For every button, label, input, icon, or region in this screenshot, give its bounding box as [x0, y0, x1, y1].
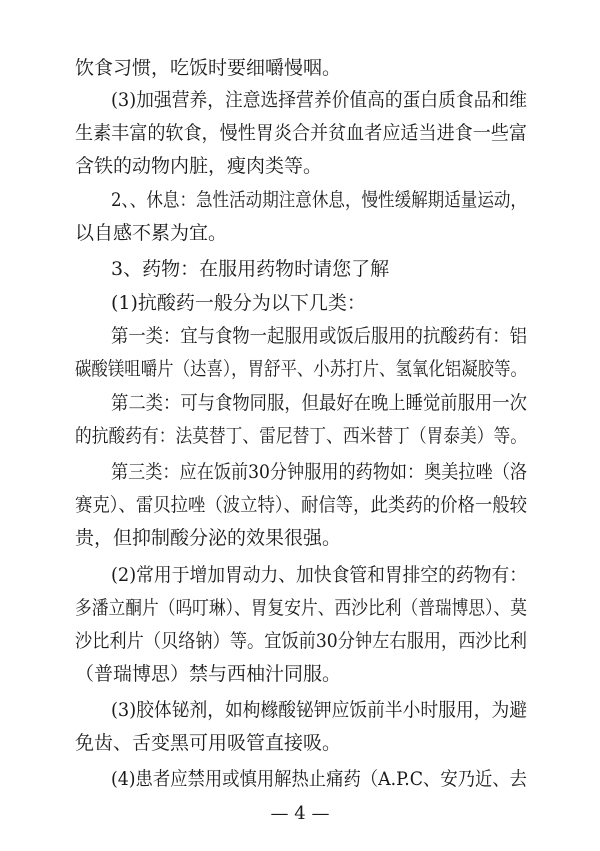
text-line-13 [0, 456, 600, 488]
text-line-8 [0, 287, 600, 319]
text-line-15 [0, 522, 600, 554]
line-text: (3)加强营养，注意选择营养价值高的蛋白质食品和维 [111, 89, 528, 111]
text-line-19 [0, 658, 600, 690]
line-text: (4)患者应禁用或慎用解热止痛药（A.P.C、安乃近、去 [111, 768, 527, 790]
text-line-11 [0, 387, 600, 419]
line-text: (2)常用于增加胃动力、加快食管和胃排空的药物有： [111, 564, 528, 586]
text-line-20 [0, 694, 600, 726]
line-text: 贵，但抑制酸分泌的效果很强。 [75, 527, 342, 549]
text-line-2 [0, 84, 600, 116]
line-text: (3)胶体铋剂，如枸橼酸铋钾应饭前半小时服用，为避 [111, 699, 528, 721]
text-line-4 [0, 150, 600, 182]
line-text: (1)抗酸药一般分为以下几类： [111, 292, 366, 314]
text-line-3 [0, 117, 600, 149]
line-text: 的抗酸药有：法莫替丁、雷尼替丁、西米替丁（胃泰美）等。 [75, 425, 528, 447]
line-text: 第三类：应在饭前30分钟服用的药物如：奥美拉唑（洛 [111, 461, 527, 483]
text-line-9 [0, 320, 600, 352]
line-text: 以自感不累为宜。 [75, 222, 228, 244]
line-text: 生素丰富的软食，慢性胃炎合并贫血者应适当进食一些富 [75, 122, 527, 144]
line-text: 2、、休息：急性活动期注意休息，慢性缓解期适量运动， [111, 189, 527, 211]
line-text: 沙比利片（贝络钠）等。宜饭前30分钟左右服用，西沙比利 [75, 630, 528, 652]
text-line-16 [0, 559, 600, 591]
line-text: 免齿、舌变黑可用吸管直接吸。 [75, 732, 342, 754]
text-line-17 [0, 592, 600, 624]
text-line-22 [0, 763, 600, 795]
page-number: — 4 — [270, 803, 330, 824]
text-line-7 [0, 253, 600, 285]
text-line-5 [0, 184, 600, 216]
line-text: 碳酸镁咀嚼片（达喜），胃舒平、小苏打片、氢氧化铝凝胶等。 [75, 358, 527, 380]
line-text: 3、药物：在服用药物时请您了解 [111, 258, 390, 280]
line-text: 赛克）、雷贝拉唑（波立特）、耐信等，此类药的价格一般较 [75, 494, 528, 516]
text-line-1 [0, 52, 600, 84]
text-line-21 [0, 727, 600, 759]
line-text: 第二类：可与食物同服，但最好在晚上睡觉前服用一次 [111, 392, 527, 414]
text-line-10 [0, 353, 600, 385]
text-line-12 [0, 420, 600, 452]
line-text: 多潘立酮片（吗叮琳）、胃复安片、西沙比利（普瑞博思）、莫 [75, 597, 528, 619]
text-line-14 [0, 489, 600, 521]
text-line-18 [0, 625, 600, 657]
line-text: 饮食习惯，吃饭时要细嚼慢咽。 [75, 57, 342, 79]
line-text: （普瑞博思）禁与西柚汁同服。 [75, 663, 342, 685]
line-text: 第一类：宜与食物一起服用或饭后服用的抗酸药有：铝 [111, 325, 527, 347]
line-text: 含铁的动物内脏，瘦肉类等。 [75, 155, 323, 177]
text-line-6 [0, 217, 600, 249]
